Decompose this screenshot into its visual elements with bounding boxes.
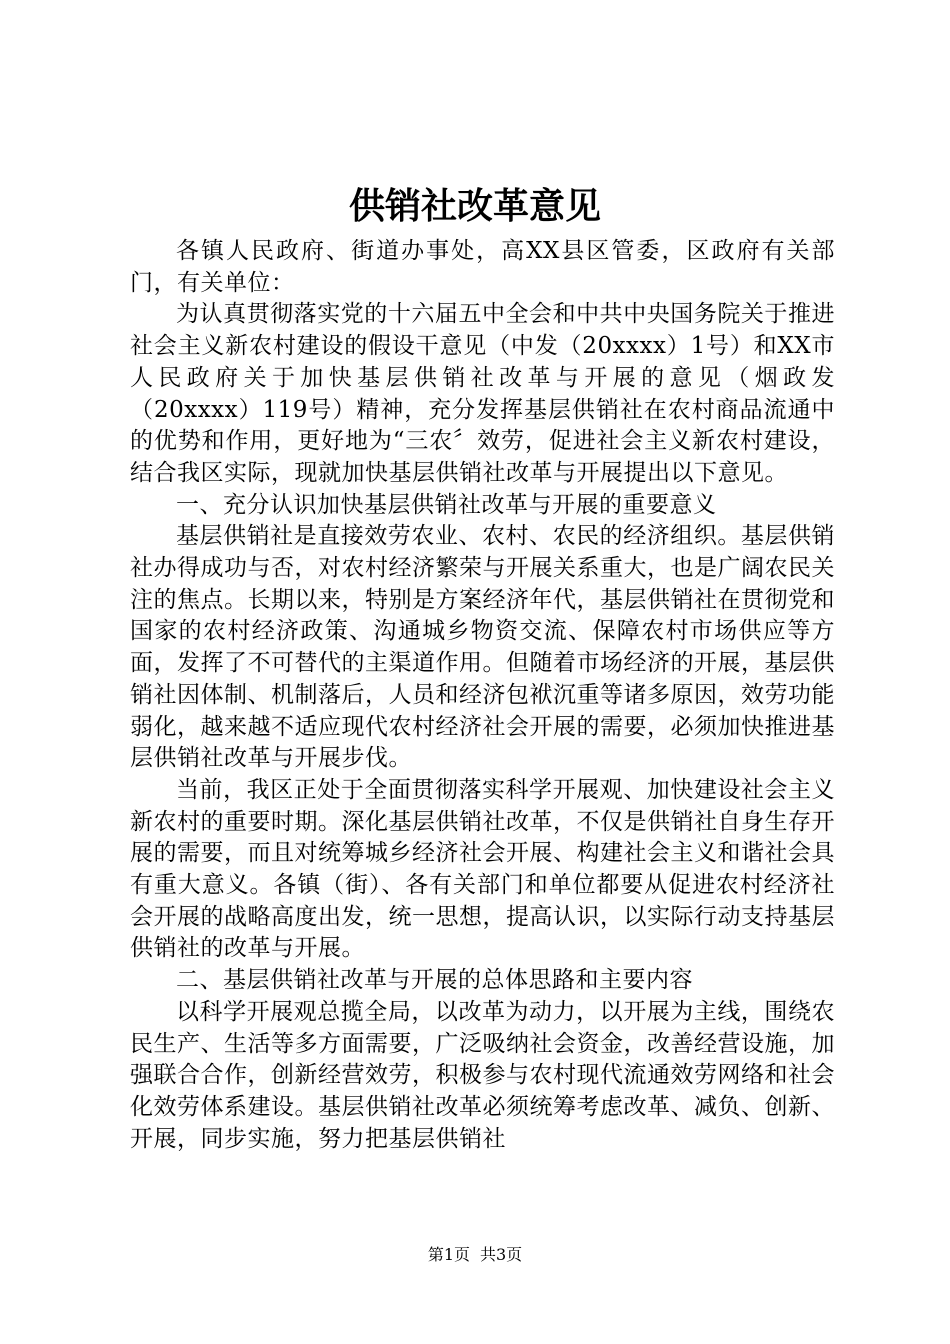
document-body bbox=[130, 236, 835, 1155]
body-paragraph: 当前，我区正处于全面贯彻落实科学开展观、加快建设社会主义新农村的重要时期。深化基层供销社改革，不仅是供销社自身生存开展的需要，而且对统筹城乡经济社会开展、构建社会主义和谐社会具有重大意义。各镇（街）、各有关部门和单位都要从促进农村经济社会开展的战略高度出发，统一思想，提高认识，以实际行动支持基层供销社的改革与开展。 bbox=[130, 776, 835, 962]
intro-paragraph: 为认真贯彻落实党的十六届五中全会和中共中央国务院关于推进社会主义新农村建设的假设干意见（中发（20xxxx）1号）和XX市人民政府关于加快基层供销社改革与开展的意见（烟政发（20xxxx）119号）精神，充分发挥基层供销社在农村商品流通中的优势和作用，更好地为“三农〞效劳，促进社会主义新农村建设，结合我区实际，现就加快基层供销社改革与开展提出以下意见。 bbox=[130, 301, 835, 486]
body-paragraph: 基层供销社是直接效劳农业、农村、农民的经济组织。基层供销社办得成功与否，对农村经济繁荣与开展关系重大，也是广阔农民关注的焦点。长期以来，特别是方案经济年代，基层供销社在贯彻党和国家的农村经济政策、沟通城乡物资交流、保障农村市场供应等方面，发挥了不可替代的主渠道作用。但随着市场经济的开展，基层供销社因体制、机制落后，人员和经济包袱沉重等诸多原因，效劳功能弱化，越来越不适应现代农村经济社会开展的需要，必须加快推进基层供销社改革与开展步伐。 bbox=[130, 523, 835, 772]
body-paragraph: 以科学开展观总揽全局，以改革为动力，以开展为主线，围绕农民生产、生活等多方面需要，广泛吸纳社会资金，改善经营设施，加强联合合作，创新经营效劳，积极参与农村现代流通效劳网络和社会化效劳体系建设。基层供销社改革必须统筹考虑改革、减负、创新、开展，同步实施，努力把基层供销社 bbox=[130, 998, 835, 1152]
section-heading-2: 二、基层供销社改革与开展的总体思路和主要内容 bbox=[176, 967, 693, 994]
page-total: 共3页 bbox=[480, 1245, 523, 1264]
document-title: 供销社改革意见 bbox=[348, 185, 601, 227]
salutation-paragraph: 各镇人民政府、街道办事处，高XX县区管委，区政府有关部门，有关单位： bbox=[130, 238, 835, 296]
page-number: 第1页 bbox=[427, 1245, 470, 1264]
section-heading-1: 一、充分认识加快基层供销社改革与开展的重要意义 bbox=[176, 491, 717, 518]
page-footer bbox=[0, 1244, 950, 1266]
